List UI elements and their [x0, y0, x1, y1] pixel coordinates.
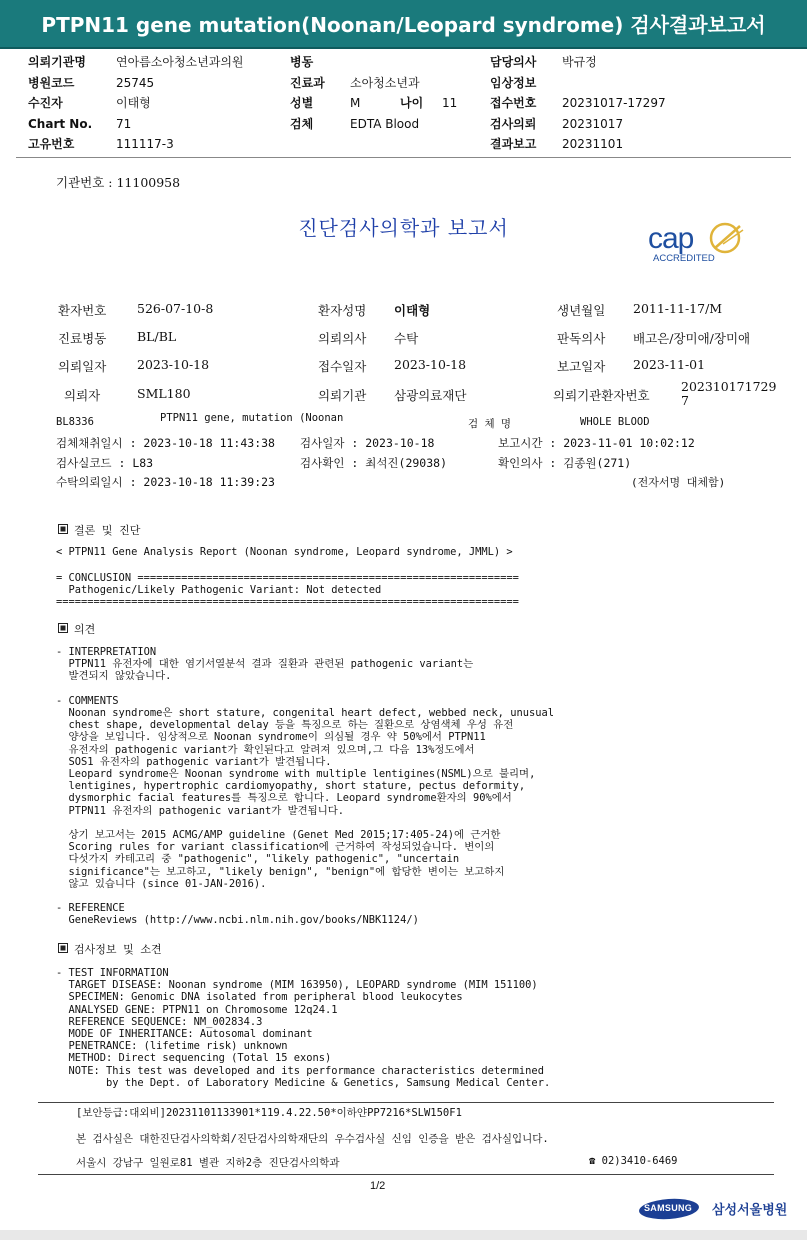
body-line: 양상을 보입니다. 임상적으로 Noonan syndrome이 의심될 경우 약 50%에서 PTPN11	[56, 731, 486, 744]
body-line: 다섯가지 카테고리 중 "pathogenic", "likely pathogenic", "uncertain	[56, 853, 460, 866]
age-label: 나이	[400, 96, 424, 110]
samsung-logo-text: SAMSUNG	[644, 1203, 693, 1213]
header-col-1	[28, 52, 244, 155]
body-line	[56, 817, 554, 829]
body-line: PENETRANCE: (lifetime risk) unknown	[56, 1040, 288, 1053]
electronic-signature: (전자서명 대체함)	[631, 476, 726, 489]
patient-value: 202310171729	[681, 379, 777, 394]
body-line: dysmorphic facial features를 특징으로 합니다. Leopard syndrome환자의 90%에서	[56, 792, 512, 805]
patient-label: 환자번호	[58, 303, 107, 318]
header-field: 의뢰기관명 연아름소아청소년과의원	[28, 55, 244, 69]
report-time: 보고시간 : 2023-11-01 10:02:12	[498, 436, 695, 450]
body-line	[56, 683, 554, 695]
samsung-logo	[638, 1198, 700, 1220]
cap-accredited: ACCREDITED	[653, 253, 715, 264]
patient-value: 2023-11-01	[633, 357, 706, 372]
body-line: lentigines, hypertrophic cardiomyopathy, short stature, pectus deformity,	[56, 780, 526, 793]
header-field: 접수번호 20231017-17297	[490, 96, 666, 110]
header-field: 고유번호 111117-3	[28, 137, 174, 151]
patient-value: 삼광의료재단	[394, 388, 467, 403]
body-line: 유전자의 pathogenic variant가 확인된다고 알려져 있으며,그 다음 13%정도에서	[56, 743, 475, 756]
patient-value: 2011-11-17/M	[633, 301, 723, 316]
cap-logo	[645, 220, 755, 270]
patient-label: 접수일자	[318, 359, 367, 374]
report-banner	[0, 0, 807, 49]
body-line: - COMMENTS	[56, 694, 119, 707]
conclusion-line: Pathogenic/Likely Pathogenic Variant: Not detected	[56, 584, 382, 597]
patient-label: 의뢰기관	[318, 388, 367, 403]
patient-label: 의뢰자	[64, 388, 101, 403]
conclusion-line: ==========================================================================	[56, 596, 519, 609]
patient-label: 의뢰기관환자번호	[553, 388, 650, 403]
patient-value: 526-07-10-8	[137, 301, 214, 316]
header-field: 수진자 이태형	[28, 96, 151, 110]
conclusion-line: = CONCLUSION =============================================================	[56, 572, 519, 584]
collect-datetime: 검체채취일시 : 2023-10-18 11:43:38	[56, 436, 275, 450]
body-line: METHOD: Direct sequencing (Total 15 exons)	[56, 1052, 332, 1065]
patient-label: 판독의사	[557, 331, 606, 346]
body-line: 않고 있습니다 (since 01-JAN-2016).	[56, 877, 267, 890]
confirm-doctor: 확인의사 : 김종원(271)	[498, 456, 632, 470]
body-line: GeneReviews (http://www.ncbi.nlm.nih.gov/books/NBK1124/)	[56, 914, 419, 927]
header-field: Chart No. 71	[28, 116, 132, 131]
opinion-body	[56, 646, 554, 927]
page-number: 1/2	[370, 1180, 386, 1192]
body-line: Noonan syndrome은 short stature, congenital heart defect, webbed neck, unusual	[56, 707, 554, 719]
test-name: PTPN11 gene, mutation (Noonan	[160, 412, 344, 424]
patient-value-extra: 7	[681, 393, 689, 408]
body-line: SPECIMEN: Genomic DNA isolated from peripheral blood leukocytes	[56, 991, 463, 1004]
header-col-2	[290, 52, 457, 134]
security-line: [보안등급:대외비]20231101133901*119.4.22.50*이하얀PP7216*SLW150F1	[76, 1107, 462, 1119]
footer-divider-bottom	[38, 1174, 774, 1175]
test-code: BL8336	[56, 416, 94, 428]
header-col-3	[490, 52, 666, 155]
lab-code: 검사실코드 : L83	[56, 456, 154, 470]
patient-value: 2023-10-18	[137, 357, 210, 372]
section-conclusion: 결론 및 진단	[58, 522, 140, 538]
cap-logo-text: cap	[648, 222, 694, 255]
body-line: 상기 보고서는 2015 ACMG/AMP guideline (Genet Med 2015;17:405-24)에 근거한	[56, 829, 501, 842]
header-field: 담당의사 박규정	[490, 55, 597, 69]
section-opinion: 의견	[58, 621, 95, 637]
body-line: Scoring rules for variant classification에 근거하여 작성되었습니다. 변이의	[56, 841, 495, 854]
bottom-strip	[0, 1230, 807, 1240]
patient-value: SML180	[137, 386, 191, 401]
header-field: 임상정보	[490, 75, 537, 90]
certification-text: 본 검사실은 대한진단검사의학회/진단검사의학재단의 우수검사실 신임 인증을 받은 검사실입니다.	[76, 1133, 549, 1145]
body-line: - REFERENCE	[56, 902, 125, 915]
body-line: ANALYSED GENE: PTPN11 on Chromosome 12q24.1	[56, 1003, 338, 1016]
hospital-name: 삼성서울병원	[712, 1203, 788, 1218]
lab-address: 서울시 강남구 일원로81 별관 지하2층 진단검사의학과	[76, 1157, 340, 1169]
square-bullet-icon	[58, 524, 68, 534]
conclusion-block	[56, 572, 519, 609]
body-line	[56, 890, 554, 902]
body-line: PTPN11 유전자에 대한 염기서열분석 결과 질환과 관련된 pathogenic variant는	[56, 658, 474, 671]
body-line: 발견되지 않았습니다.	[56, 670, 172, 683]
test-confirm: 검사확인 : 최석진(29038)	[300, 456, 447, 470]
patient-value: 2023-10-18	[394, 357, 467, 372]
patient-label: 보고일자	[557, 359, 606, 374]
square-bullet-icon	[58, 943, 68, 953]
patient-value: 수탁	[394, 331, 419, 346]
banner-title: PTPN11 gene mutation(Noonan/Leopard syndrome) 검사결과보고서	[41, 13, 766, 37]
patient-label: 의뢰의사	[318, 331, 367, 346]
header-field: 병원코드 25745	[28, 75, 155, 90]
header-divider	[16, 157, 791, 158]
body-line: by the Dept. of Laboratory Medicine & Genetics, Samsung Medical Center.	[56, 1076, 551, 1089]
section-test-info: 검사정보 및 소견	[58, 941, 162, 957]
header-field: 병동	[290, 55, 314, 69]
body-line: MODE OF INHERITANCE: Autosomal dominant	[56, 1028, 313, 1041]
receive-datetime: 수탁의뢰일시 : 2023-10-18 11:39:23	[56, 475, 275, 489]
test-info-body	[56, 967, 550, 1089]
body-line: - INTERPRETATION	[56, 646, 157, 658]
patient-value: 이태형	[394, 303, 431, 318]
header-field: 성별 M 나이 11	[290, 93, 457, 114]
body-line: Leopard syndrome은 Noonan syndrome with multiple lentigines(NSML)으로 불리며,	[56, 768, 536, 781]
body-line: REFERENCE SEQUENCE: NM_002834.3	[56, 1015, 263, 1028]
footer-divider-top	[38, 1102, 774, 1103]
patient-value: BL/BL	[137, 329, 177, 344]
test-date: 검사일자 : 2023-10-18	[300, 436, 435, 450]
lab-phone: ☎ 02)3410-6469	[589, 1155, 678, 1167]
square-bullet-icon	[58, 623, 68, 633]
patient-label: 진료병동	[58, 331, 107, 346]
patient-label: 생년월일	[557, 303, 606, 318]
body-line: TARGET DISEASE: Noonan syndrome (MIM 163950), LEOPARD syndrome (MIM 151100)	[56, 979, 538, 992]
header-field: 결과보고 20231101	[490, 137, 624, 151]
age-value: 11	[442, 96, 458, 110]
header-field: 진료과 소아청소년과	[290, 75, 420, 90]
specimen-value: WHOLE BLOOD	[580, 416, 650, 428]
body-line: NOTE: This test was developed and its performance characteristics determined	[56, 1064, 544, 1077]
body-line: significance"는 보고하고, "likely benign", "benign"에 합당한 변이는 보고하지	[56, 865, 505, 878]
specimen-label: 검 체 명	[468, 418, 512, 430]
institution-number: 기관번호 : 11100958	[56, 175, 181, 190]
body-line: SOS1 유전자의 pathogenic variant가 발견됩니다.	[56, 755, 332, 768]
body-line: - TEST INFORMATION	[56, 967, 169, 979]
analysis-title: < PTPN11 Gene Analysis Report (Noonan syndrome, Leopard syndrome, JMML) >	[56, 546, 513, 558]
report-title: 진단검사의학과 보고서	[298, 216, 509, 240]
patient-label: 의뢰일자	[58, 359, 107, 374]
patient-value: 배고은/장미애/장미애	[633, 331, 751, 346]
body-line: chest shape, developmental delay 등을 특징으로 하는 질환으로 상염색체 우성 유전	[56, 719, 514, 732]
header-field: 검사의뢰 20231017	[490, 116, 624, 131]
body-line: PTPN11 유전자의 pathogenic variant가 발견됩니다.	[56, 804, 345, 817]
patient-label: 환자성명	[318, 303, 367, 318]
header-field: 검체 EDTA Blood	[290, 116, 420, 131]
